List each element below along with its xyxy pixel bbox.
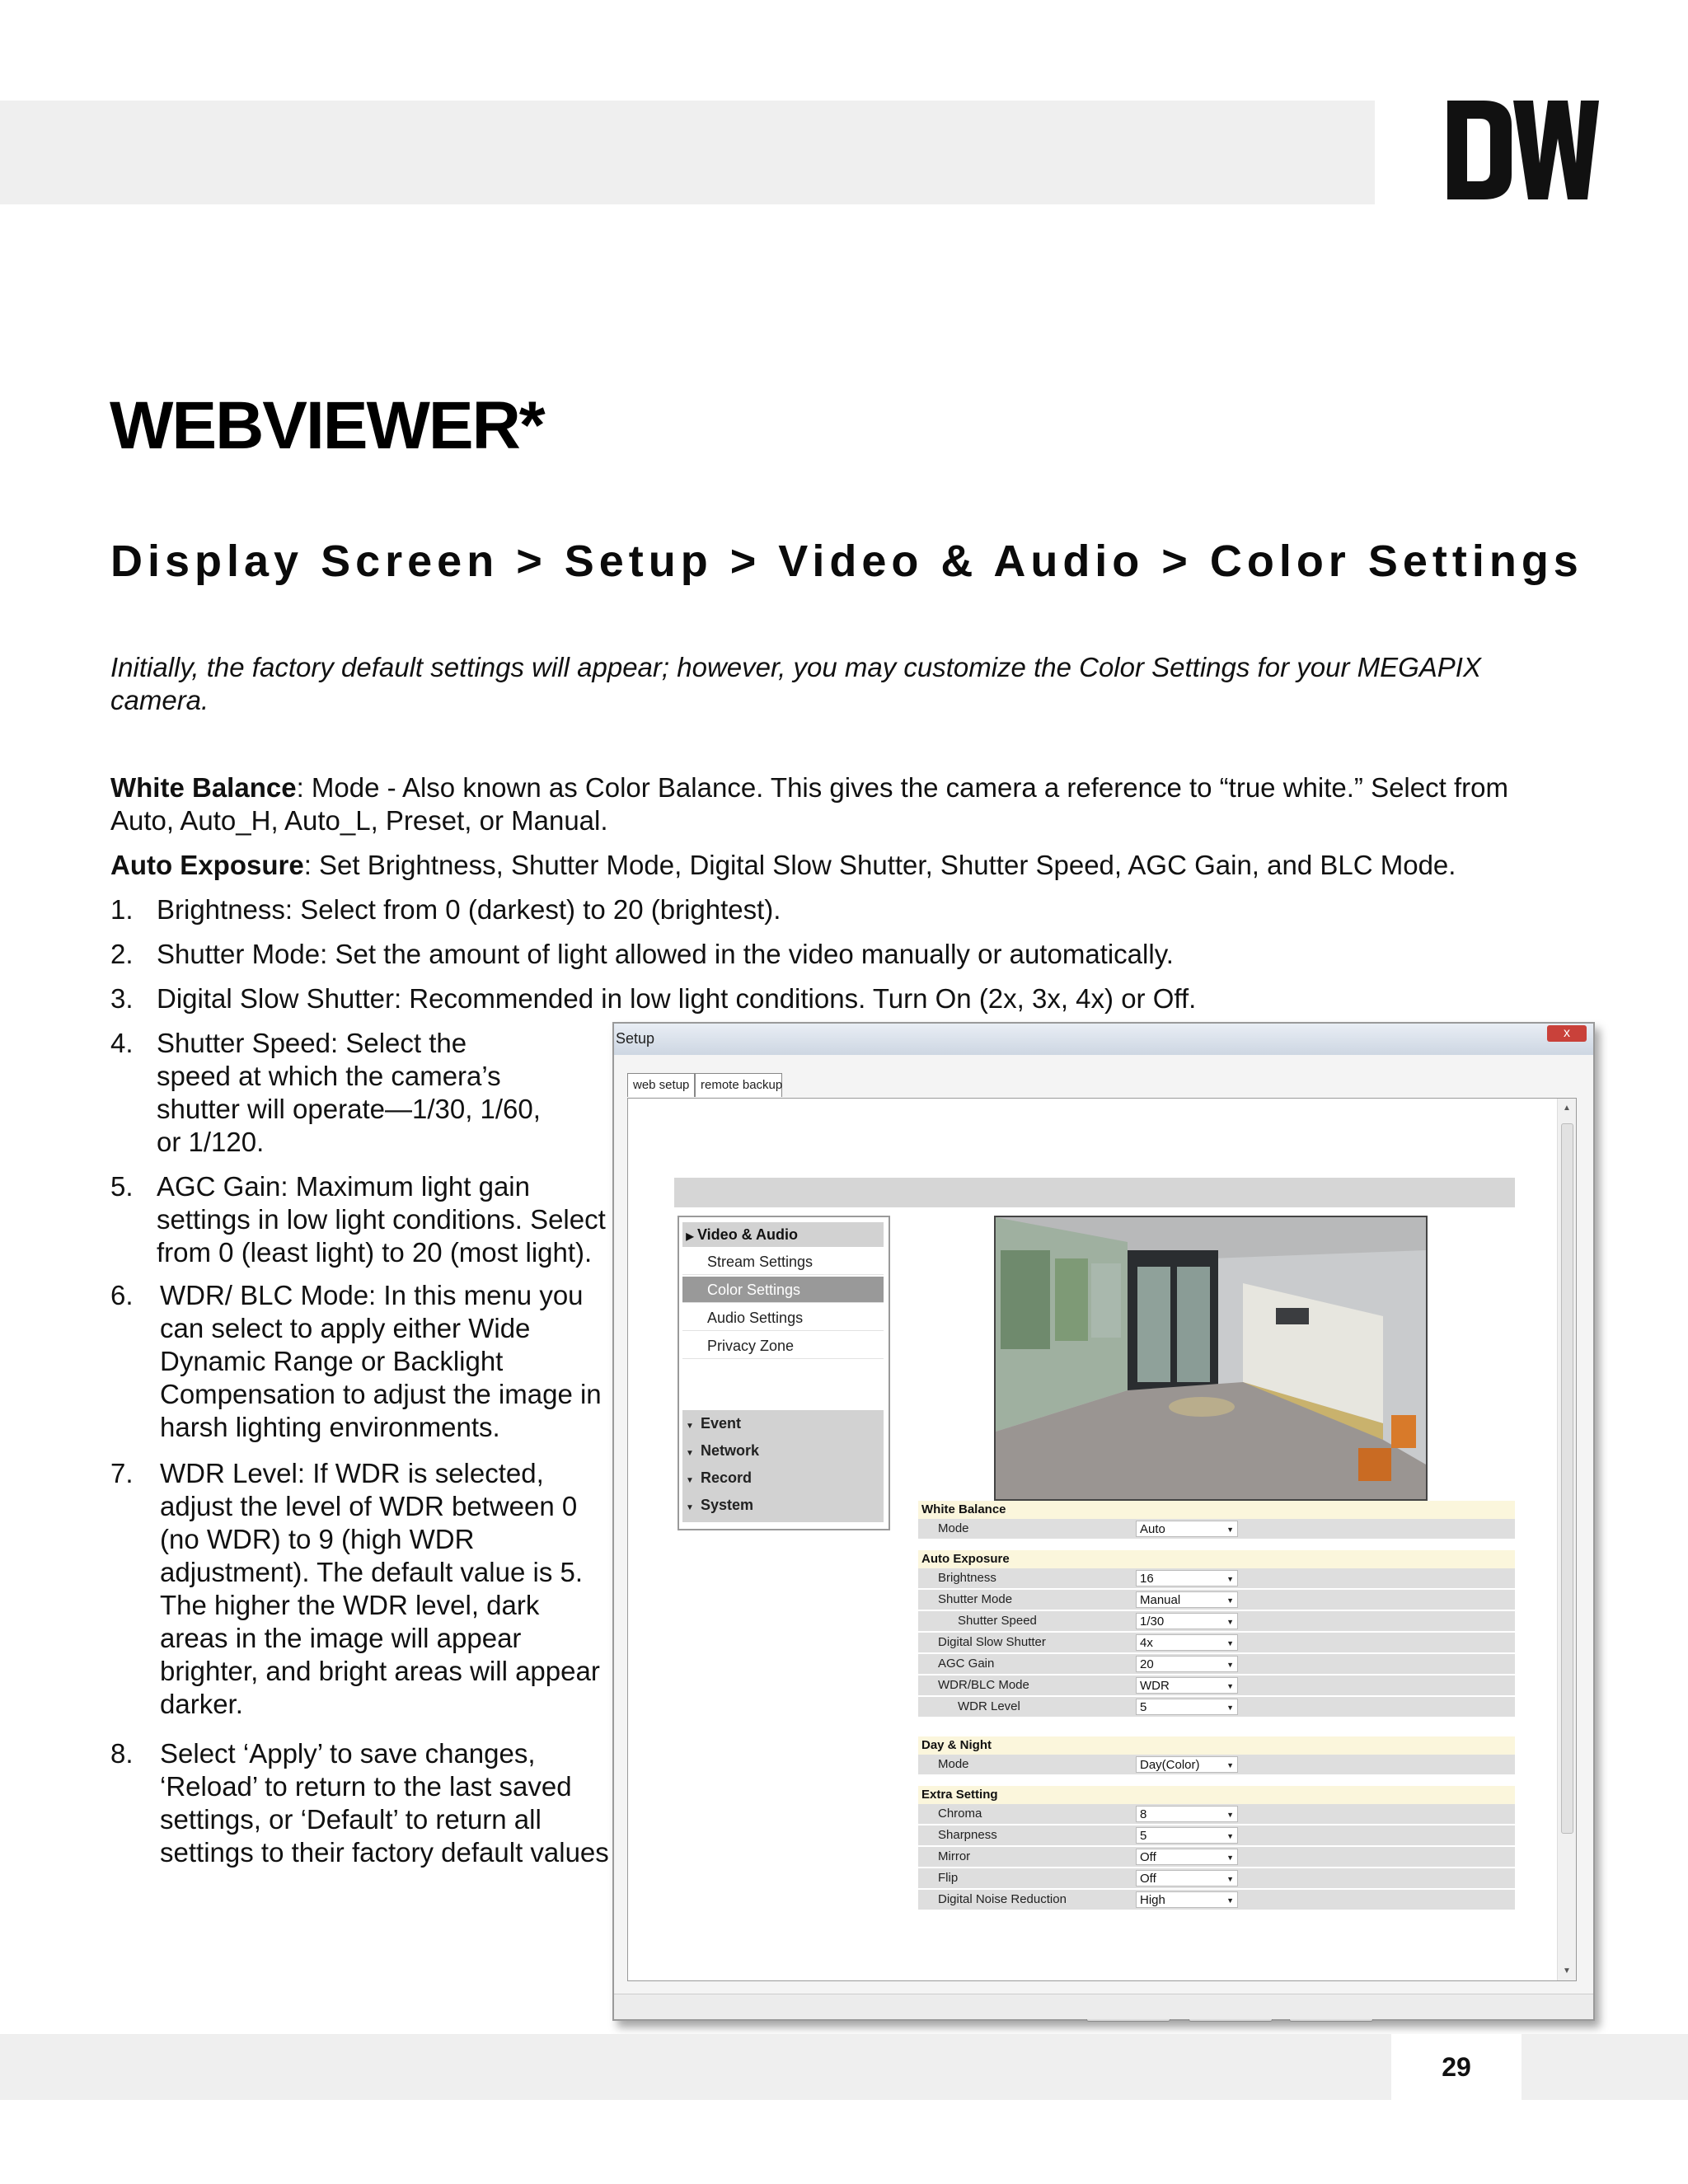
setting-label: Brightness [938, 1571, 996, 1585]
white-balance-text-2: Auto, Auto_H, Auto_L, Preset, or Manual. [110, 805, 608, 836]
list-item-line: can select to apply either Wide [160, 1313, 531, 1343]
mirror-select[interactable]: Off ▼ [1136, 1849, 1238, 1865]
dropdown-arrow-icon: ▼ [1226, 1618, 1234, 1626]
dw-logo [1444, 97, 1601, 203]
window-title: Setup [616, 1030, 655, 1047]
day-night-mode-select[interactable]: Day(Color) ▼ [1136, 1756, 1238, 1773]
intro-paragraph: Initially, the factory default settings will appear; however, you may customize the Color Settings for your MEGAPIX camera. [110, 652, 1481, 715]
scroll-thumb[interactable] [1561, 1123, 1573, 1834]
section-white-balance: White Balance [918, 1501, 1515, 1519]
section-extra-setting: Extra Setting [918, 1786, 1515, 1804]
agc-gain-select[interactable]: 20 ▼ [1136, 1656, 1238, 1672]
section-auto-exposure: Auto Exposure [918, 1550, 1515, 1568]
list-number: 1. [110, 894, 134, 925]
nav-header-video-audio[interactable] [682, 1222, 884, 1247]
dropdown-arrow-icon: ▼ [1226, 1526, 1234, 1534]
scroll-down-icon[interactable]: ▼ [1563, 1966, 1571, 1975]
auto-exposure-term: Auto Exposure [110, 850, 304, 880]
nav-item-privacy-zone[interactable]: Privacy Zone [682, 1333, 884, 1359]
list-number: 6. [110, 1280, 134, 1310]
setting-row [918, 1633, 1515, 1654]
header-band [0, 101, 1375, 204]
scrollbar[interactable] [1557, 1099, 1576, 1980]
white-balance-paragraph [110, 771, 1569, 837]
nav-group-network[interactable]: ▼ Network [686, 1437, 759, 1464]
list-item-line: Select ‘Apply’ to save changes, [160, 1738, 536, 1769]
setting-row [918, 1868, 1515, 1890]
collapse-arrow-icon: ▼ [686, 1476, 694, 1485]
setting-label: WDR/BLC Mode [938, 1678, 1029, 1692]
breadcrumb-subtitle: Display Screen > Setup > Video & Audio > Color Settings [110, 537, 1583, 586]
list-item-line: (no WDR) to 9 (high WDR [160, 1524, 475, 1554]
list-number: 4. [110, 1028, 134, 1058]
dropdown-arrow-icon: ▼ [1226, 1896, 1234, 1905]
wdr-blc-mode-select[interactable]: WDR ▼ [1136, 1677, 1238, 1694]
dropdown-arrow-icon: ▼ [1226, 1661, 1234, 1669]
list-item-line: ‘Reload’ to return to the last saved [160, 1771, 572, 1802]
list-item-line: WDR/ BLC Mode: In this menu you [160, 1280, 584, 1310]
setup-panel [627, 1098, 1577, 1981]
list-item-line: areas in the image will appear [160, 1623, 522, 1653]
list-item-line: settings, or ‘Default’ to return all [160, 1804, 542, 1835]
list-item-line: settings to their factory default values [160, 1837, 609, 1868]
flip-select[interactable]: Off ▼ [1136, 1870, 1238, 1886]
setting-row [918, 1675, 1515, 1697]
setting-label: Mirror [938, 1849, 971, 1863]
list-number: 8. [110, 1738, 134, 1769]
list-item-line: Shutter Speed: Select the [157, 1028, 467, 1058]
dropdown-arrow-icon: ▼ [1226, 1639, 1234, 1647]
setting-label: Digital Noise Reduction [938, 1892, 1067, 1906]
nav-item-stream-settings[interactable]: Stream Settings [682, 1249, 884, 1275]
setting-label: Flip [938, 1871, 959, 1885]
setting-row [918, 1611, 1515, 1633]
wdr-level-select[interactable]: 5 ▼ [1136, 1699, 1238, 1715]
setting-label: Shutter Mode [938, 1592, 1013, 1606]
digital-noise-reduction-select[interactable]: High ▼ [1136, 1891, 1238, 1908]
nav-item-color-settings[interactable]: Color Settings [682, 1277, 884, 1303]
setting-row [918, 1804, 1515, 1825]
white-balance-term: White Balance [110, 772, 297, 803]
collapse-arrow-icon: ▼ [686, 1449, 694, 1458]
page-title: WEBVIEWER* [110, 388, 544, 463]
setting-label: WDR Level [958, 1699, 1020, 1713]
section-day-night: Day & Night [918, 1736, 1515, 1755]
white-balance-text: : Mode - Also known as Color Balance. This gives the camera a reference to “true white.” Select from [296, 772, 1508, 803]
list-item-line: or 1/120. [157, 1127, 265, 1157]
list-item-line: Digital Slow Shutter: Recommended in low light conditions. Turn On (2x, 3x, 4x) or Off. [157, 983, 1197, 1014]
nav-group-record[interactable]: ▼ Record [686, 1465, 752, 1491]
nav-collapsed-groups [682, 1410, 884, 1522]
auto-exposure-paragraph [110, 849, 1569, 882]
collapse-arrow-icon: ▼ [686, 1503, 694, 1512]
window-titlebar [614, 1024, 1593, 1055]
dropdown-arrow-icon: ▼ [1226, 1832, 1234, 1840]
list-item-line: Brightness: Select from 0 (darkest) to 20 (brightest). [157, 894, 781, 925]
dropdown-arrow-icon: ▼ [1226, 1761, 1234, 1769]
list-item-line: settings in low light conditions. Select [157, 1204, 606, 1235]
setting-label: Shutter Speed [958, 1614, 1037, 1628]
setting-row [918, 1825, 1515, 1847]
camera-preview [994, 1216, 1428, 1501]
shutter-mode-select[interactable]: Manual ▼ [1136, 1591, 1238, 1608]
setting-row [918, 1519, 1515, 1540]
setting-row [918, 1568, 1515, 1590]
list-item-line: Compensation to adjust the image in [160, 1379, 602, 1409]
brightness-select[interactable]: 16 ▼ [1136, 1570, 1238, 1586]
setting-label: Sharpness [938, 1828, 997, 1842]
list-item-line: Dynamic Range or Backlight [160, 1346, 504, 1376]
dropdown-arrow-icon: ▼ [1226, 1596, 1234, 1605]
setting-row [918, 1590, 1515, 1611]
dropdown-arrow-icon: ▼ [1226, 1811, 1234, 1819]
setting-label: Digital Slow Shutter [938, 1635, 1046, 1649]
list-item-line: AGC Gain: Maximum light gain [157, 1171, 530, 1202]
setting-row [918, 1697, 1515, 1718]
dropdown-arrow-icon: ▼ [1226, 1575, 1234, 1583]
tab-remote-backup[interactable]: remote backup [695, 1073, 782, 1097]
setting-label: Chroma [938, 1807, 982, 1821]
white-balance-mode-select[interactable]: Auto ▼ [1136, 1521, 1238, 1537]
setting-row [918, 1847, 1515, 1868]
list-number: 2. [110, 939, 134, 969]
setting-row [918, 1755, 1515, 1776]
page-number: 29 [1391, 2034, 1522, 2100]
nav-item-audio-settings[interactable]: Audio Settings [682, 1305, 884, 1331]
setting-label: Mode [938, 1521, 969, 1535]
setup-window [612, 1022, 1595, 2021]
setting-row [918, 1890, 1515, 1911]
list-item-line: WDR Level: If WDR is selected, [160, 1458, 544, 1488]
auto-exposure-text: : Set Brightness, Shutter Mode, Digital Slow Shutter, Shutter Speed, AGC Gain, and BLC Mode. [303, 850, 1456, 880]
digital-slow-shutter-select[interactable]: 4x ▼ [1136, 1634, 1238, 1651]
chroma-select[interactable]: 8 ▼ [1136, 1806, 1238, 1822]
nav-group-event[interactable]: ▼ Event [686, 1410, 741, 1436]
list-item-line: speed at which the camera’s [157, 1061, 501, 1091]
list-item-line: from 0 (least light) to 20 (most light). [157, 1237, 593, 1268]
dropdown-arrow-icon: ▼ [1226, 1875, 1234, 1883]
scroll-up-icon[interactable]: ▲ [1563, 1104, 1571, 1113]
panel-header-band [674, 1178, 1515, 1207]
nav-group-system[interactable]: ▼ System [686, 1492, 753, 1518]
setting-label: AGC Gain [938, 1657, 995, 1671]
setup-nav [678, 1216, 890, 1530]
dropdown-arrow-icon: ▼ [1226, 1704, 1234, 1712]
nav-header-label: Video & Audio [697, 1226, 799, 1243]
dropdown-arrow-icon: ▼ [1226, 1854, 1234, 1862]
list-item-line: darker. [160, 1689, 243, 1719]
sharpness-select[interactable]: 5 ▼ [1136, 1827, 1238, 1844]
setting-label: Mode [938, 1757, 969, 1771]
list-number: 5. [110, 1171, 134, 1202]
shutter-speed-select[interactable]: 1/30 ▼ [1136, 1613, 1238, 1629]
setting-row [918, 1654, 1515, 1675]
window-statusbar [614, 1994, 1593, 2019]
dropdown-arrow-icon: ▼ [1226, 1682, 1234, 1690]
list-number: 7. [110, 1458, 134, 1488]
list-item-line: Shutter Mode: Set the amount of light allowed in the video manually or automatically. [157, 939, 1174, 969]
list-item-line: harsh lighting environments. [160, 1412, 500, 1442]
list-item-line: brighter, and bright areas will appear [160, 1656, 600, 1686]
close-icon[interactable]: x [1547, 1025, 1587, 1042]
list-item-line: adjustment). The default value is 5. [160, 1557, 584, 1587]
list-item-line: adjust the level of WDR between 0 [160, 1491, 578, 1521]
list-item-line: The higher the WDR level, dark [160, 1590, 540, 1620]
expand-arrow-icon: ▶ [686, 1230, 694, 1242]
list-number: 3. [110, 983, 134, 1014]
tab-web-setup[interactable]: web setup [627, 1073, 695, 1097]
collapse-arrow-icon: ▼ [686, 1422, 694, 1431]
list-item-line: shutter will operate—1/30, 1/60, [157, 1094, 541, 1124]
